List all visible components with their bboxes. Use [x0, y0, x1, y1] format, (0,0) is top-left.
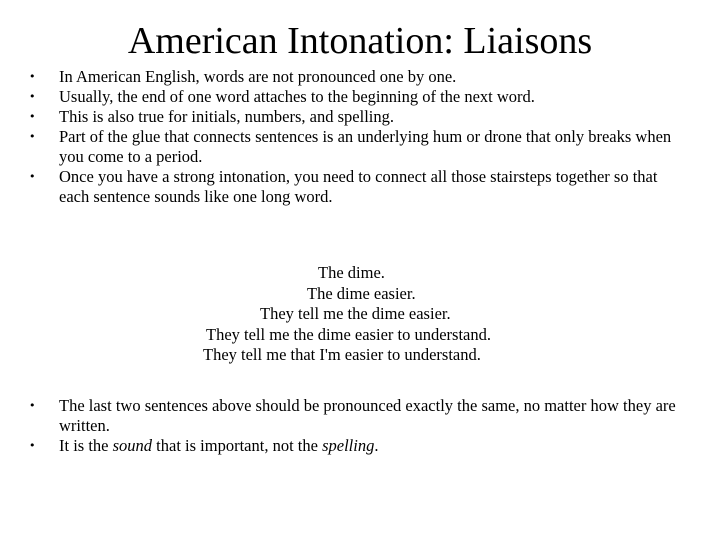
- bullet-dot-icon: •: [29, 110, 36, 123]
- emphasis-sound: sound: [112, 436, 153, 455]
- bullet-text: Part of the glue that connects sentences is an underlying hum or drone that only breaks when you come to a period.: [59, 127, 672, 166]
- example-sentence: They tell me the dime easier to understand.: [206, 324, 491, 344]
- example-sentences: [0, 263, 720, 366]
- bullet-dot-icon: •: [29, 170, 36, 183]
- bullet-text: In American English, words are not pronounced one by one.: [59, 67, 457, 86]
- example-sentence: The dime.: [318, 263, 385, 282]
- bullet-dot-icon: •: [29, 439, 36, 452]
- example-sentence: They tell me the dime easier.: [260, 304, 451, 323]
- text-run: .: [374, 436, 379, 455]
- text-run: It is the: [59, 436, 113, 455]
- text-run: that is important, not the: [152, 436, 323, 455]
- bullet-text: The last two sentences above should be pronounced exactly the same, no matter how they are written.: [59, 396, 676, 435]
- example-sentence: They tell me that I'm easier to understand.: [203, 345, 481, 364]
- slide-title: American Intonation: Liaisons: [127, 20, 593, 62]
- emphasis-spelling: spelling: [322, 436, 375, 455]
- bullet-list-bottom: [0, 396, 679, 456]
- bullet-text: [59, 436, 378, 455]
- bullet-dot-icon: •: [29, 399, 36, 412]
- bullet-item: [0, 107, 679, 127]
- example-sentence: The dime easier.: [307, 283, 416, 303]
- bullet-text: This is also true for initials, numbers, and spelling.: [59, 107, 394, 126]
- bullet-item: [0, 436, 679, 456]
- bullet-item: [0, 396, 679, 436]
- bullet-dot-icon: •: [29, 70, 36, 83]
- bullet-list-top: [0, 67, 679, 207]
- bullet-item: [0, 127, 679, 167]
- bullet-text: Once you have a strong intonation, you need to connect all those stairsteps together so that each sentence sounds like one long word.: [59, 167, 658, 206]
- bullet-item: [0, 167, 679, 207]
- bullet-text: Usually, the end of one word attaches to the beginning of the next word.: [59, 87, 535, 106]
- bullet-dot-icon: •: [29, 90, 36, 103]
- bullet-item: [0, 67, 679, 87]
- bullet-item: [0, 87, 679, 107]
- bullet-dot-icon: •: [29, 130, 36, 143]
